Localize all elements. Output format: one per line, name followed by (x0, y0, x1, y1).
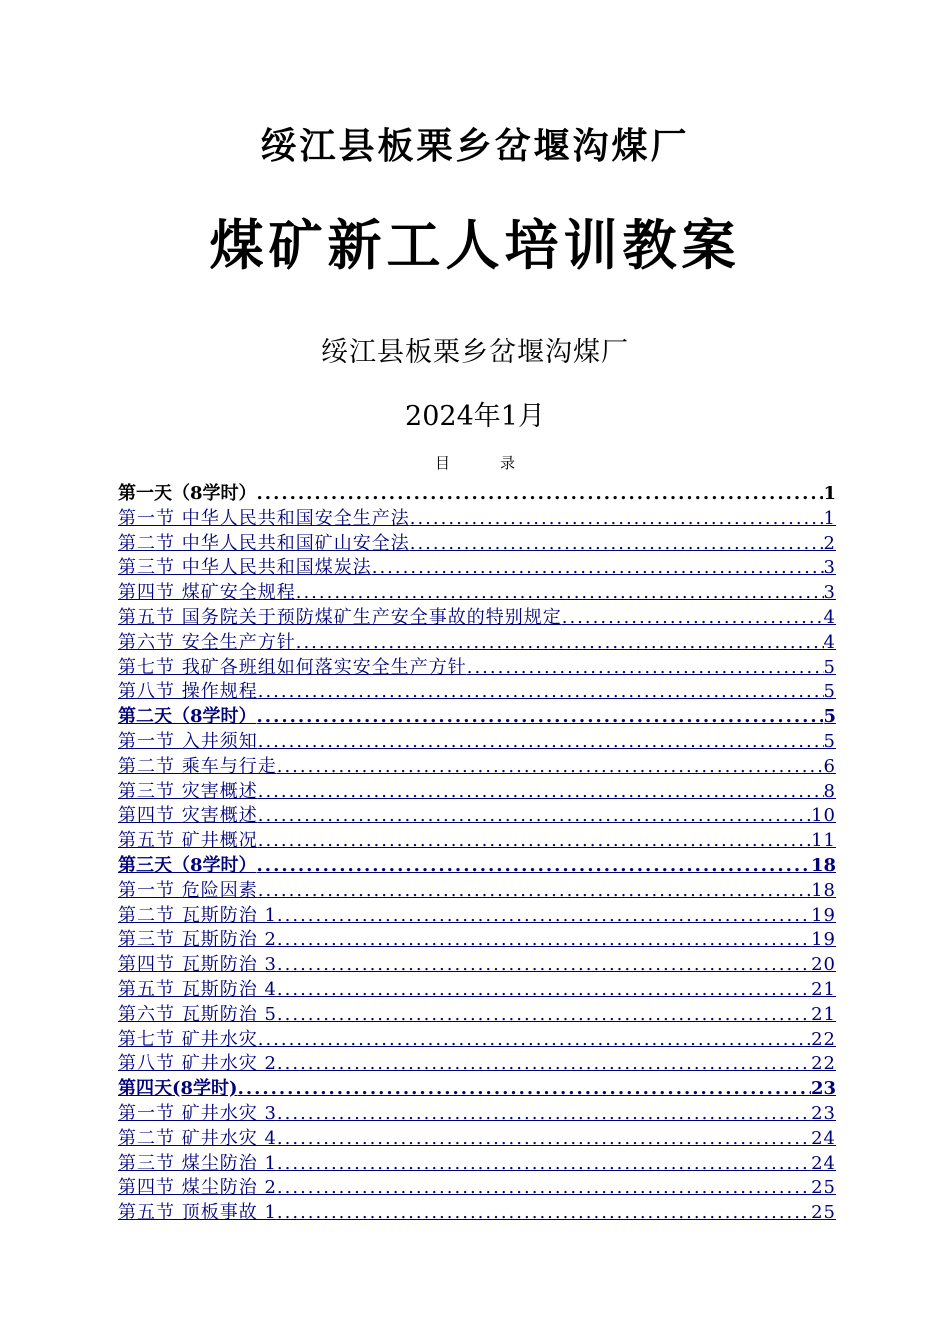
toc-section-entry[interactable] (118, 1152, 836, 1177)
toc-entry-page: 18 (811, 879, 836, 901)
toc-section-entry[interactable] (118, 804, 836, 829)
toc-entry-label: 第一节 中华人民共和国安全生产法 (118, 507, 410, 529)
toc-entry-page: 23 (810, 1078, 836, 1100)
toc-entry-label: 第二节 乘车与行走 (118, 755, 277, 777)
toc-section-entry[interactable] (118, 1102, 836, 1127)
toc-leader-dots (277, 928, 811, 953)
toc-section-entry[interactable] (118, 1028, 836, 1053)
toc-section-entry[interactable] (118, 581, 836, 606)
toc-entry-label: 第六节 瓦斯防治 5 (118, 1003, 277, 1025)
toc-entry-page: 19 (811, 904, 836, 926)
toc-leader-dots (410, 532, 824, 557)
toc-leader-dots (257, 854, 811, 879)
toc-entry-label: 第一节 矿井水灾 3 (118, 1102, 277, 1124)
toc-entry-page: 1 (823, 483, 836, 504)
toc-entry-label: 第七节 我矿各班组如何落实安全生产方针 (118, 656, 467, 678)
toc-section-entry[interactable] (118, 556, 836, 581)
toc-entry-label: 第六节 安全生产方针 (118, 631, 296, 653)
toc-entry-page: 8 (823, 780, 836, 802)
toc-entry-page: 3 (823, 582, 836, 604)
toc-entry-page: 1 (823, 507, 836, 529)
toc-section-entry[interactable] (118, 928, 836, 953)
toc-entry-label: 第三节 中华人民共和国煤炭法 (118, 557, 372, 579)
toc-entry-page: 19 (811, 929, 836, 951)
toc-entry-label: 第五节 国务院关于预防煤矿生产安全事故的特别规定 (118, 606, 562, 628)
toc-entry-page: 22 (811, 1053, 836, 1075)
toc-entry-label: 第四节 煤矿安全规程 (118, 582, 296, 604)
toc-entry-page: 4 (823, 606, 836, 628)
toc-section-entry[interactable] (118, 978, 836, 1003)
toc-entry-page: 21 (811, 1003, 836, 1025)
toc-entry-page: 11 (811, 830, 836, 852)
document-title: 煤矿新工人培训教案 (209, 213, 741, 277)
toc-leader-dots (372, 556, 824, 581)
toc-section-entry[interactable] (118, 1201, 836, 1226)
toc-entry-label: 第一天（8学时） (118, 483, 257, 504)
toc-leader-dots (257, 705, 824, 730)
toc-entry-page: 5 (823, 656, 836, 678)
toc-leader-dots (277, 904, 811, 929)
toc-section-entry[interactable] (118, 879, 836, 904)
toc-entry-label: 第二节 瓦斯防治 1 (118, 904, 277, 926)
toc-section-entry[interactable] (118, 631, 836, 656)
toc-leader-dots (277, 1176, 811, 1201)
toc-section-entry[interactable] (118, 507, 836, 532)
toc-entry-page: 10 (811, 805, 836, 827)
toc-leader-dots (296, 631, 824, 656)
toc-entry-page: 22 (811, 1028, 836, 1050)
toc-entry-label: 第四节 煤尘防治 2 (118, 1177, 277, 1199)
toc-leader-dots (258, 1028, 811, 1053)
toc-entry-label: 第二节 中华人民共和国矿山安全法 (118, 532, 410, 554)
toc-entry-label: 第四天(8学时) (118, 1078, 238, 1100)
toc-leader-dots (277, 755, 824, 780)
organization-subtitle: 绥江县板栗乡岔堰沟煤厂 (321, 337, 629, 368)
toc-entry-page: 6 (823, 755, 836, 777)
toc-entry-label: 第八节 矿井水灾 2 (118, 1053, 277, 1075)
toc-heading: 目录 (434, 454, 565, 472)
toc-leader-dots (277, 1052, 811, 1077)
toc-leader-dots (410, 507, 824, 532)
toc-leader-dots (277, 1152, 811, 1177)
toc-section-entry[interactable] (118, 953, 836, 978)
toc-section-entry[interactable] (118, 904, 836, 929)
toc-day-entry[interactable] (118, 705, 836, 730)
toc-entry-label: 第二节 矿井水灾 4 (118, 1127, 277, 1149)
toc-entry-page: 18 (810, 854, 836, 876)
toc-entry-label: 第五节 矿井概况 (118, 830, 258, 852)
toc-leader-dots (238, 1077, 811, 1102)
toc-leader-dots (277, 1003, 811, 1028)
toc-day-entry[interactable] (118, 854, 836, 879)
toc-entry-label: 第一节 危险因素 (118, 879, 258, 901)
toc-leader-dots (258, 780, 824, 805)
toc-section-entry[interactable] (118, 1052, 836, 1077)
toc-entry-page: 3 (823, 557, 836, 579)
toc-leader-dots (296, 581, 824, 606)
toc-entry-page: 25 (811, 1177, 836, 1199)
toc-section-entry[interactable] (118, 1003, 836, 1028)
toc-leader-dots (277, 953, 811, 978)
toc-entry-label: 第五节 顶板事故 1 (118, 1202, 277, 1224)
toc-leader-dots (562, 606, 824, 631)
toc-day-entry[interactable] (118, 1077, 836, 1102)
toc-entry-label: 第四节 灾害概述 (118, 805, 258, 827)
toc-leader-dots (258, 680, 824, 705)
toc-entry-page: 20 (811, 954, 836, 976)
toc-entry-label: 第二天（8学时） (118, 706, 257, 728)
toc-entry-page: 5 (823, 730, 836, 752)
toc-leader-dots (467, 656, 824, 681)
toc-section-entry[interactable] (118, 780, 836, 805)
toc-entry-page: 5 (823, 681, 836, 703)
toc-section-entry[interactable] (118, 532, 836, 557)
toc-section-entry[interactable] (118, 1176, 836, 1201)
toc-section-entry[interactable] (118, 1127, 836, 1152)
toc-entry-label: 第五节 瓦斯防治 4 (118, 978, 277, 1000)
toc-day-entry[interactable] (118, 482, 836, 507)
toc-entry-label: 第三节 灾害概述 (118, 780, 258, 802)
toc-entry-page: 4 (823, 631, 836, 653)
toc-entry-page: 24 (811, 1152, 836, 1174)
toc-entry-label: 第一节 入井须知 (118, 730, 258, 752)
toc-section-entry[interactable] (118, 730, 836, 755)
toc-leader-dots (257, 482, 824, 507)
toc-entry-label: 第三天（8学时） (118, 854, 257, 876)
toc-section-entry[interactable] (118, 680, 836, 705)
table-of-contents (118, 482, 836, 1226)
toc-entry-page: 25 (811, 1202, 836, 1224)
toc-leader-dots (258, 879, 811, 904)
toc-entry-page: 5 (823, 706, 836, 728)
toc-entry-label: 第八节 操作规程 (118, 681, 258, 703)
toc-leader-dots (277, 1127, 811, 1152)
organization-title: 绥江县板栗乡岔堰沟煤厂 (260, 125, 690, 167)
toc-entry-page: 2 (823, 532, 836, 554)
toc-entry-label: 第四节 瓦斯防治 3 (118, 954, 277, 976)
toc-entry-page: 21 (811, 978, 836, 1000)
document-date: 2024年1月 (405, 401, 545, 432)
toc-leader-dots (258, 829, 811, 854)
toc-entry-label: 第七节 矿井水灾 (118, 1028, 258, 1050)
toc-leader-dots (277, 1201, 811, 1226)
toc-section-entry[interactable] (118, 829, 836, 854)
toc-leader-dots (258, 730, 824, 755)
toc-entry-label: 第三节 煤尘防治 1 (118, 1152, 277, 1174)
toc-section-entry[interactable] (118, 755, 836, 780)
toc-leader-dots (277, 1102, 811, 1127)
toc-entry-page: 24 (811, 1127, 836, 1149)
toc-section-entry[interactable] (118, 606, 836, 631)
toc-leader-dots (277, 978, 811, 1003)
toc-entry-page: 23 (811, 1102, 836, 1124)
toc-section-entry[interactable] (118, 656, 836, 681)
toc-leader-dots (258, 804, 811, 829)
toc-entry-label: 第三节 瓦斯防治 2 (118, 929, 277, 951)
